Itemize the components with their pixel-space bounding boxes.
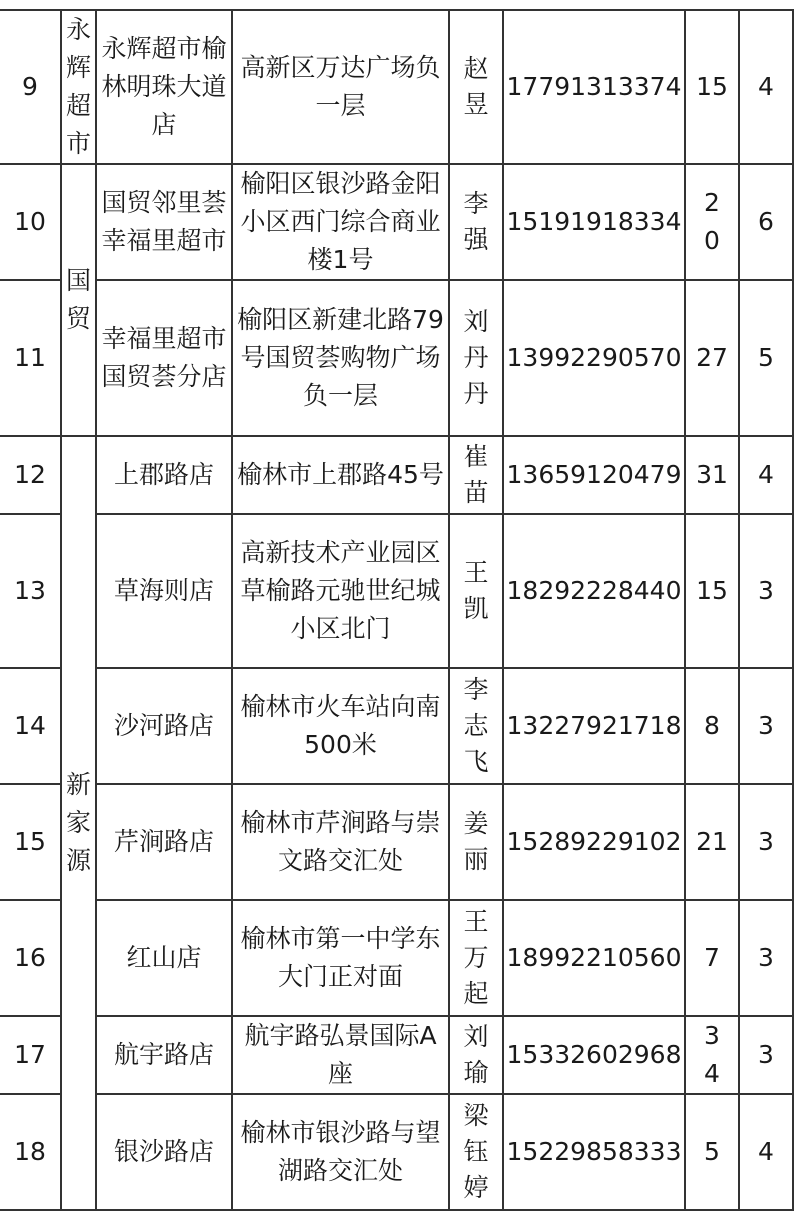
store-name: 上郡路店 — [96, 436, 232, 514]
store-address: 榆林市芹涧路与崇文路交汇处 — [232, 784, 449, 900]
staff-count: 6 — [739, 164, 793, 280]
row-number: 15 — [0, 784, 61, 900]
staff-count: 3 — [739, 514, 793, 668]
area-value-cell — [685, 1016, 739, 1094]
table-row — [0, 784, 793, 900]
row-number: 13 — [0, 514, 61, 668]
group-label: 国贸 — [65, 266, 91, 333]
row-number: 17 — [0, 1016, 61, 1094]
staff-count: 3 — [739, 784, 793, 900]
area-value: 7 — [685, 900, 739, 1016]
area-value: 34 — [704, 1021, 720, 1088]
store-address: 榆林市第一中学东大门正对面 — [232, 900, 449, 1016]
area-value: 8 — [685, 668, 739, 784]
row-number: 11 — [0, 280, 61, 436]
area-value: 5 — [685, 1094, 739, 1210]
store-name: 草海则店 — [96, 514, 232, 668]
phone-number: 13659120479 — [503, 436, 685, 514]
contact-person: 崔苗 — [463, 441, 489, 507]
table-row — [0, 900, 793, 1016]
store-name: 沙河路店 — [96, 668, 232, 784]
phone-number: 13227921718 — [503, 668, 685, 784]
phone-number: 18992210560 — [503, 900, 685, 1016]
staff-count: 3 — [739, 1016, 793, 1094]
row-number: 10 — [0, 164, 61, 280]
table-row — [0, 1016, 793, 1094]
store-address: 航宇路弘景国际A座 — [232, 1016, 449, 1094]
contact-person: 梁钰婷 — [463, 1100, 489, 1202]
staff-count: 4 — [739, 10, 793, 164]
phone-number: 15332602968 — [503, 1016, 685, 1094]
store-table — [0, 9, 794, 1211]
contact-person-cell — [449, 436, 503, 514]
store-name: 红山店 — [96, 900, 232, 1016]
table-row — [0, 436, 793, 514]
area-value-cell — [685, 164, 739, 280]
table-row — [0, 280, 793, 436]
staff-count: 5 — [739, 280, 793, 436]
contact-person: 李强 — [463, 188, 489, 254]
row-number: 18 — [0, 1094, 61, 1210]
row-number: 14 — [0, 668, 61, 784]
table-row — [0, 10, 793, 164]
contact-person-cell — [449, 10, 503, 164]
contact-person: 李志飞 — [463, 674, 489, 776]
contact-person-cell — [449, 1016, 503, 1094]
contact-person-cell — [449, 164, 503, 280]
staff-count: 3 — [739, 900, 793, 1016]
area-value: 20 — [704, 188, 720, 255]
staff-count: 4 — [739, 436, 793, 514]
staff-count: 3 — [739, 668, 793, 784]
area-value: 27 — [685, 280, 739, 436]
table-row — [0, 1094, 793, 1210]
store-name: 银沙路店 — [96, 1094, 232, 1210]
store-address: 榆林市银沙路与望湖路交汇处 — [232, 1094, 449, 1210]
staff-count: 4 — [739, 1094, 793, 1210]
area-value: 31 — [685, 436, 739, 514]
store-name: 芹涧路店 — [96, 784, 232, 900]
contact-person-cell — [449, 1094, 503, 1210]
store-address: 榆阳区新建北路79号国贸荟购物广场负一层 — [232, 280, 449, 436]
phone-number: 15289229102 — [503, 784, 685, 900]
phone-number: 15191918334 — [503, 164, 685, 280]
group-cell-guomao — [61, 164, 96, 436]
contact-person-cell — [449, 280, 503, 436]
store-name: 永辉超市榆林明珠大道店 — [96, 10, 232, 164]
contact-person-cell — [449, 784, 503, 900]
group-cell-yonghui — [61, 10, 96, 164]
table-row — [0, 514, 793, 668]
store-address: 榆林市火车站向南500米 — [232, 668, 449, 784]
store-name: 幸福里超市国贸荟分店 — [96, 280, 232, 436]
contact-person: 刘瑜 — [463, 1021, 489, 1087]
table-row — [0, 164, 793, 280]
group-label: 新家源 — [65, 770, 91, 875]
store-name: 国贸邻里荟幸福里超市 — [96, 164, 232, 280]
phone-number: 15229858333 — [503, 1094, 685, 1210]
row-number: 16 — [0, 900, 61, 1016]
row-number: 12 — [0, 436, 61, 514]
contact-person-cell — [449, 900, 503, 1016]
contact-person: 姜丽 — [463, 808, 489, 874]
phone-number: 18292228440 — [503, 514, 685, 668]
group-label: 永辉超市 — [65, 15, 91, 158]
row-number: 9 — [0, 10, 61, 164]
store-address: 高新区万达广场负一层 — [232, 10, 449, 164]
group-cell-xinjiayuan — [61, 436, 96, 1210]
area-value: 15 — [685, 10, 739, 164]
contact-person: 王万起 — [463, 906, 489, 1008]
phone-number: 13992290570 — [503, 280, 685, 436]
contact-person: 刘丹丹 — [463, 306, 489, 408]
table-row — [0, 668, 793, 784]
contact-person-cell — [449, 514, 503, 668]
area-value: 15 — [685, 514, 739, 668]
store-address: 高新技术产业园区草榆路元驰世纪城小区北门 — [232, 514, 449, 668]
contact-person-cell — [449, 668, 503, 784]
store-address: 榆阳区银沙路金阳小区西门综合商业楼1号 — [232, 164, 449, 280]
area-value: 21 — [685, 784, 739, 900]
contact-person: 赵昱 — [463, 53, 489, 119]
phone-number: 17791313374 — [503, 10, 685, 164]
store-name: 航宇路店 — [96, 1016, 232, 1094]
contact-person: 王凯 — [463, 557, 489, 623]
store-address: 榆林市上郡路45号 — [232, 436, 449, 514]
